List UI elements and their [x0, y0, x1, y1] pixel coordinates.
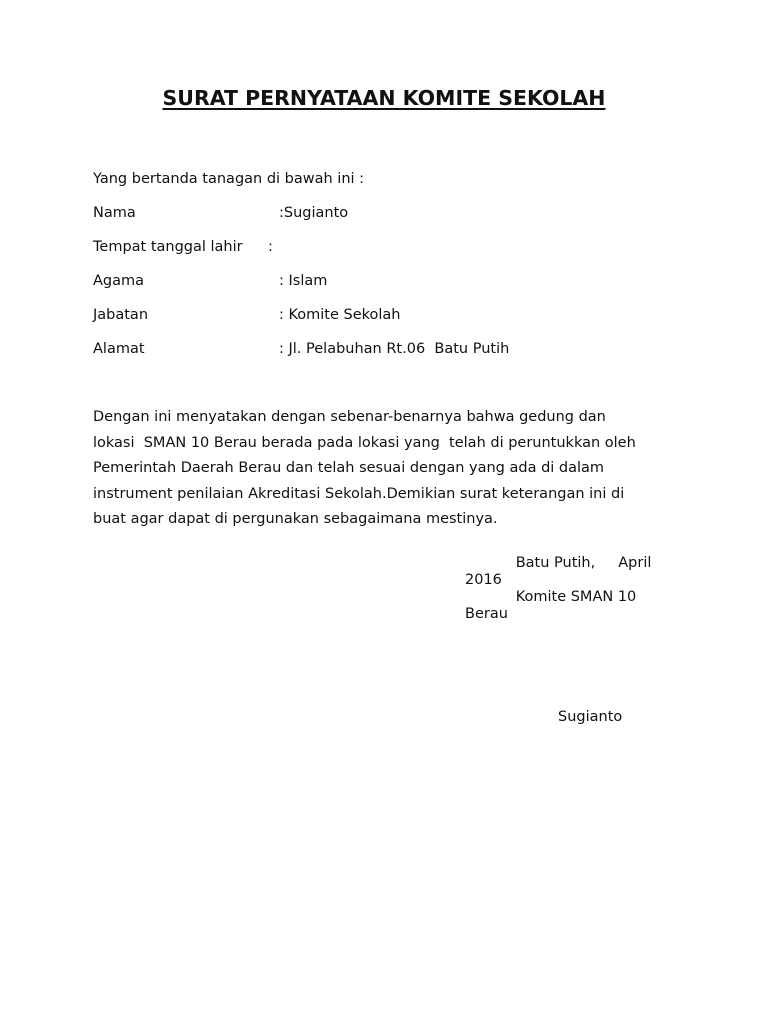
statement-line: Pemerintah Daerah Berau dan telah sesuai dengan yang ada di dalam — [93, 460, 605, 476]
field-row-agama — [93, 273, 693, 307]
field-label: Nama — [93, 205, 136, 221]
identity-fields — [93, 205, 693, 375]
field-value: :Sugianto — [279, 205, 349, 221]
signature-place-date: Batu Putih, April — [465, 555, 652, 571]
field-value: : Islam — [279, 273, 328, 289]
field-value: : Jl. Pelabuhan Rt.06 Batu Putih — [279, 341, 510, 357]
signature-block — [465, 555, 665, 623]
field-label: Agama — [93, 273, 145, 289]
field-row-tempat-tanggal-lahir — [93, 239, 693, 273]
statement-line: buat agar dapat di pergunakan sebagaimana mestinya. — [93, 511, 498, 527]
signature-year: 2016 — [465, 572, 502, 588]
field-value: : Komite Sekolah — [279, 307, 401, 323]
intro-text: Yang bertanda tanagan di bawah ini : — [93, 171, 365, 187]
signer-name: Sugianto — [558, 709, 623, 725]
field-label: Jabatan — [93, 307, 149, 323]
field-value: : — [268, 239, 273, 255]
statement-line: Dengan ini menyatakan dengan sebenar-benarnya bahwa gedung dan — [93, 409, 606, 425]
document-title: SURAT PERNYATAAN KOMITE SEKOLAH — [162, 86, 606, 110]
field-label: Alamat — [93, 341, 145, 357]
signature-role: Komite SMAN 10 — [465, 589, 637, 605]
field-row-nama — [93, 205, 693, 239]
signature-role-cont: Berau — [465, 606, 508, 622]
statement-paragraph — [93, 409, 693, 537]
statement-line: instrument penilaian Akreditasi Sekolah.Demikian surat keterangan ini di — [93, 485, 625, 502]
field-row-jabatan — [93, 307, 693, 341]
field-row-alamat — [93, 341, 693, 375]
statement-line: lokasi SMAN 10 Berau berada pada lokasi yang telah di peruntukkan oleh — [93, 434, 636, 451]
field-label: Tempat tanggal lahir — [93, 239, 243, 255]
